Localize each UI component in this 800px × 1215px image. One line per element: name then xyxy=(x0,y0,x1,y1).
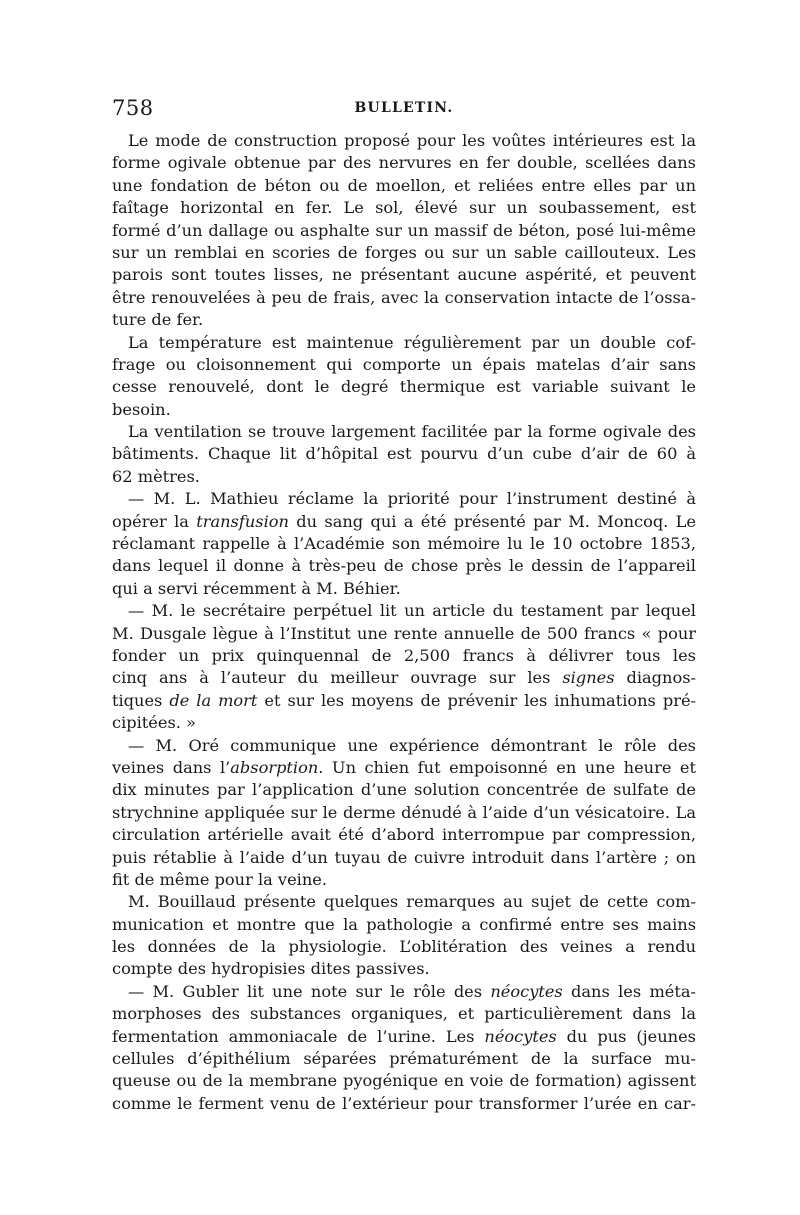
text-line xyxy=(112,488,696,510)
text-run: . Un chien fut empoisonné en une heure et xyxy=(318,757,696,777)
text-line xyxy=(112,667,696,689)
text-line xyxy=(112,914,696,936)
text-run: cellules d’épithélium séparées prématurément de la surface mu- xyxy=(112,1049,696,1069)
italic-term: signes xyxy=(562,668,615,688)
text-run: — M. le secrétaire perpétuel lit un article du testament par lequel xyxy=(128,601,696,621)
text-run: M. Bouillaud présente quelques remarques au sujet de cette com- xyxy=(128,892,696,912)
running-head: BULLETIN. xyxy=(354,100,454,116)
text-line xyxy=(112,533,696,555)
text-run: tiques xyxy=(112,690,170,710)
text-run: — M. Oré communique une expérience démontrant le rôle des xyxy=(128,735,696,755)
text-line xyxy=(112,287,696,309)
text-line xyxy=(112,958,696,980)
text-run: dans les méta- xyxy=(562,981,696,1001)
text-line xyxy=(112,735,696,757)
text-run: qui a servi récemment à M. Béhier. xyxy=(112,578,401,598)
text-line xyxy=(112,645,696,667)
text-run: du pus (jeunes xyxy=(556,1026,696,1046)
text-line xyxy=(112,847,696,869)
text-line xyxy=(112,555,696,577)
text-line xyxy=(112,802,696,824)
text-line xyxy=(112,936,696,958)
text-run: forme ogivale obtenue par des nervures en fer double, scellées dans xyxy=(112,153,696,173)
text-run: comme le ferment venu de l’extérieur pour transformer l’urée en car- xyxy=(112,1093,696,1113)
text-run: Le mode de construction proposé pour les voûtes intérieures est la xyxy=(128,131,696,150)
body-text xyxy=(112,130,696,1115)
text-line xyxy=(112,600,696,622)
text-run: fonder un prix quinquennal de 2,500 francs à délivrer tous les xyxy=(112,645,696,665)
text-line xyxy=(112,175,696,197)
text-line xyxy=(112,466,696,488)
text-line xyxy=(112,1003,696,1025)
text-run: veines dans l’ xyxy=(112,757,231,777)
text-run: puis rétablie à l’aide d’un tuyau de cuivre introduit dans l’artère ; on xyxy=(112,847,696,867)
text-run: morphoses des substances organiques, et particulièrement dans la xyxy=(112,1004,696,1024)
text-line xyxy=(112,1093,696,1115)
text-line xyxy=(112,712,696,734)
text-run: cipitées. » xyxy=(112,713,196,733)
text-line xyxy=(112,443,696,465)
text-run: du sang qui a été présenté par M. Moncoq. Le xyxy=(288,511,696,531)
text-run: La température est maintenue régulièrement par un double cof- xyxy=(128,332,696,352)
text-run: — M. L. Mathieu réclame la priorité pour l’instrument destiné à xyxy=(128,489,696,509)
text-run: dix minutes par l’application d’une solution concentrée de sulfate de xyxy=(112,780,696,800)
page-header xyxy=(112,96,696,126)
text-run: besoin. xyxy=(112,399,171,419)
text-line xyxy=(112,779,696,801)
text-run: munication et montre que la pathologie a confirmé entre ses mains xyxy=(112,914,696,934)
text-run: faîtage horizontal en fer. Le sol, élevé sur un soubassement, est xyxy=(112,198,696,218)
text-line xyxy=(112,869,696,891)
text-run: une fondation de béton ou de moellon, et reliées entre elles par un xyxy=(112,175,696,195)
text-run: 62 mètres. xyxy=(112,466,200,486)
text-run: dans lequel il donne à très-peu de chose près le dessin de l’appareil xyxy=(112,556,696,576)
text-line xyxy=(112,130,696,152)
text-line xyxy=(112,242,696,264)
text-line xyxy=(112,152,696,174)
text-run: et sur les moyens de prévenir les inhumations pré- xyxy=(257,690,696,710)
text-run: compte des hydropisies dites passives. xyxy=(112,959,430,979)
text-line xyxy=(112,332,696,354)
text-run: strychnine appliquée sur le derme dénudé à l’aide d’un vésicatoire. La xyxy=(112,802,696,822)
text-run: La ventilation se trouve largement facilitée par la forme ogivale des xyxy=(128,422,696,442)
text-line xyxy=(112,376,696,398)
text-line xyxy=(112,578,696,600)
text-line xyxy=(112,354,696,376)
text-line xyxy=(112,511,696,533)
text-line xyxy=(112,891,696,913)
text-run: — M. Gubler lit une note sur le rôle des xyxy=(128,981,491,1001)
italic-term: néocytes xyxy=(490,981,563,1001)
text-line xyxy=(112,757,696,779)
text-line xyxy=(112,264,696,286)
italic-term: de la mort xyxy=(169,690,258,710)
text-run: parois sont toutes lisses, ne présentant aucune aspérité, et peuvent xyxy=(112,265,696,285)
text-run: fit de même pour la veine. xyxy=(112,869,327,889)
text-line xyxy=(112,623,696,645)
text-run: queuse ou de la membrane pyogénique en voie de formation) agissent xyxy=(112,1071,696,1091)
text-line xyxy=(112,981,696,1003)
text-run: fermentation ammoniacale de l’urine. Les xyxy=(112,1026,485,1046)
text-run: sur un remblai en scories de forges ou sur un sable caillouteux. Les xyxy=(112,242,696,262)
text-run: être renouvelées à peu de frais, avec la conservation intacte de l’ossa- xyxy=(112,287,696,307)
italic-term: transfusion xyxy=(196,511,289,531)
text-run: opérer la xyxy=(112,511,197,531)
text-run: réclamant rappelle à l’Académie son mémoire lu le 10 octobre 1853, xyxy=(112,534,696,554)
text-line xyxy=(112,690,696,712)
text-line xyxy=(112,197,696,219)
text-run: cinq ans à l’auteur du meilleur ouvrage sur les xyxy=(112,668,563,688)
text-line xyxy=(112,1048,696,1070)
text-line xyxy=(112,1070,696,1092)
text-run: formé d’un dallage ou asphalte sur un massif de béton, posé lui-même xyxy=(112,220,696,240)
text-run: les données de la physiologie. L’oblitération des veines a rendu xyxy=(112,937,696,957)
text-run: ture de fer. xyxy=(112,310,204,330)
text-line xyxy=(112,220,696,242)
text-run: bâtiments. Chaque lit d’hôpital est pourvu d’un cube d’air de 60 à xyxy=(112,444,696,464)
text-run: frage ou cloisonnement qui comporte un épais matelas d’air sans xyxy=(112,354,696,374)
italic-term: absorption xyxy=(230,757,319,777)
text-run: circulation artérielle avait été d’abord interrompue par compression, xyxy=(112,825,696,845)
text-line xyxy=(112,309,696,331)
text-line xyxy=(112,1026,696,1048)
text-run: diagnos- xyxy=(614,668,696,688)
text-line xyxy=(112,824,696,846)
text-line xyxy=(112,421,696,443)
italic-term: néocytes xyxy=(484,1026,557,1046)
page-number: 758 xyxy=(112,96,154,120)
text-run: M. Dusgale lègue à l’Institut une rente annuelle de 500 francs « pour xyxy=(112,623,696,643)
text-run: cesse renouvelé, dont le degré thermique est variable suivant le xyxy=(112,377,696,397)
text-line xyxy=(112,399,696,421)
